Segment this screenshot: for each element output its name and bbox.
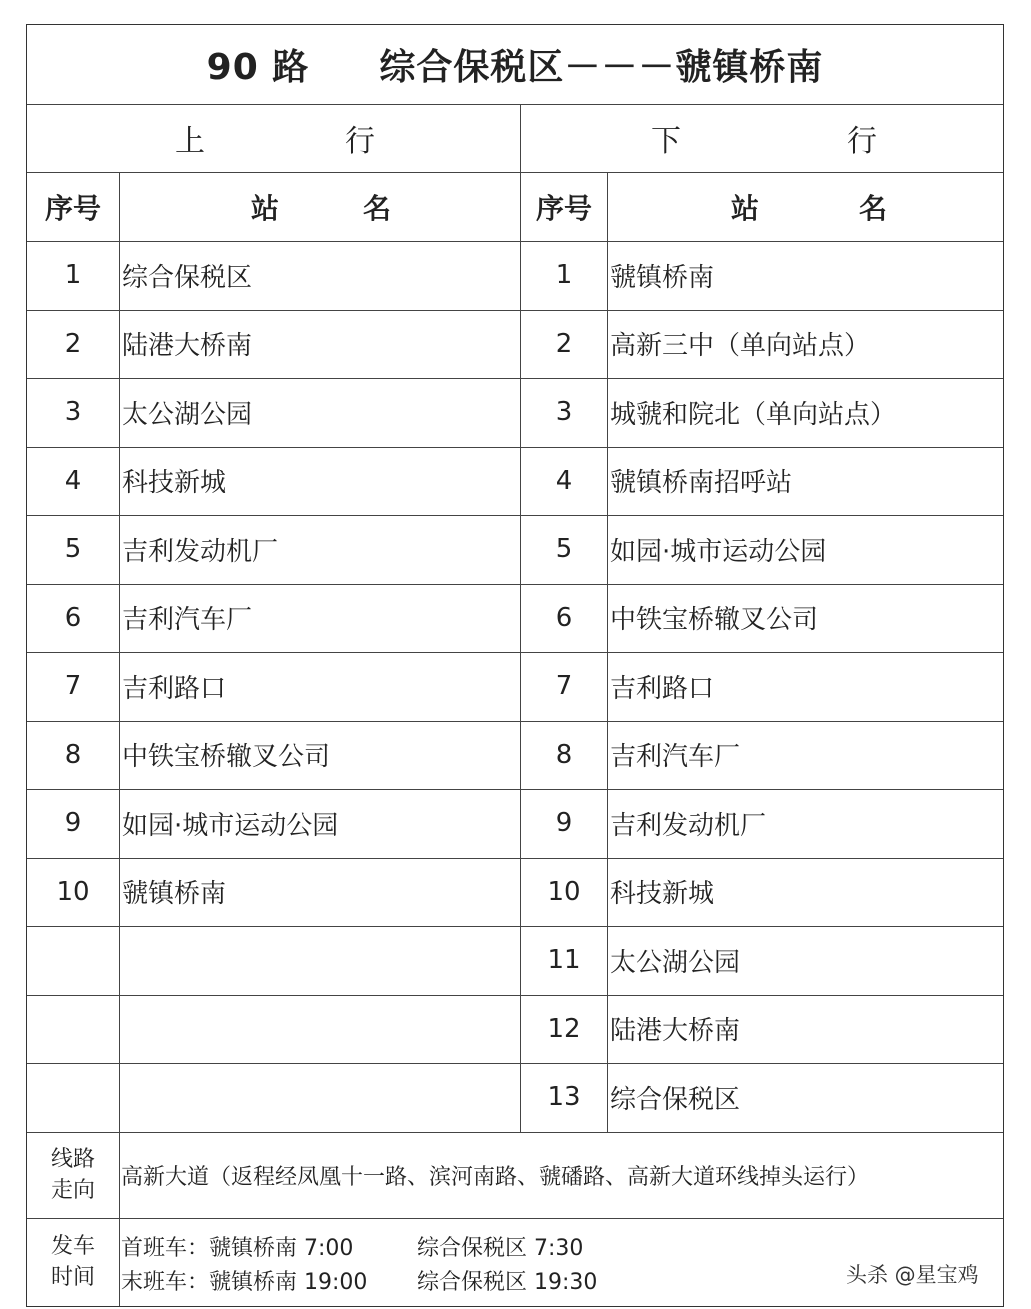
up-stop-name: 太公湖公园: [122, 399, 253, 430]
up-stop-name: 陆港大桥南: [122, 331, 253, 362]
row-rule: [27, 858, 1003, 859]
watermark: 头杀 @星宝鸡: [846, 1263, 979, 1287]
down-stop-number: 11: [547, 945, 581, 976]
down-stop-number: 12: [547, 1013, 581, 1044]
down-stop-number: 9: [555, 808, 573, 839]
down-stop-number: 2: [555, 328, 573, 359]
first-bus-time-b: 综合保税区 7:30: [417, 1236, 584, 1261]
down-stop-number: 6: [555, 602, 573, 633]
last-bus-time-b: 综合保税区 19:30: [417, 1270, 598, 1295]
down-num-header: 序号: [535, 191, 592, 225]
last-bus-time-a: 虢镇桥南 19:00: [209, 1270, 368, 1295]
down-stop-number: 3: [555, 397, 573, 428]
up-stop-name: 中铁宝桥辙叉公司: [122, 742, 331, 773]
up-stop-name: 吉利发动机厂: [122, 536, 279, 567]
rule: [27, 104, 1003, 105]
rule: [27, 1132, 1003, 1133]
down-stop-name: 城虢和院北（单向站点）: [610, 399, 897, 430]
row-rule: [27, 378, 1003, 379]
first-bus-time-a: 虢镇桥南 7:00: [209, 1236, 354, 1261]
direction-down-char1: 下: [651, 124, 681, 159]
down-stop-number: 5: [555, 534, 573, 565]
direction-up-char1: 上: [175, 124, 205, 159]
down-stop-name: 吉利汽车厂: [610, 742, 741, 773]
row-rule: [27, 995, 1003, 996]
row-rule: [27, 926, 1003, 927]
down-stop-number: 13: [547, 1082, 581, 1113]
up-stop-number: 3: [64, 397, 82, 428]
row-rule: [27, 789, 1003, 790]
column-divider: [119, 172, 120, 1306]
up-stop-name: 综合保税区: [122, 262, 253, 293]
departure-time-label: [27, 1218, 119, 1306]
up-stop-name: 虢镇桥南: [122, 879, 227, 910]
down-stop-name: 综合保税区: [610, 1084, 741, 1115]
down-stop-name: 如园·城市运动公园: [610, 536, 827, 567]
row-rule: [27, 310, 1003, 311]
row-rule: [27, 1063, 1003, 1064]
down-stop-name: 中铁宝桥辙叉公司: [610, 605, 819, 636]
direction-down-char2: 行: [847, 124, 877, 159]
up-stop-number: 4: [64, 465, 82, 496]
row-rule: [27, 652, 1003, 653]
up-stop-number: 2: [64, 328, 82, 359]
direction-up-header: [175, 104, 375, 172]
down-stop-number: 10: [547, 876, 581, 907]
route-label-line1: 线路: [50, 1147, 95, 1172]
last-bus-row: [121, 1265, 367, 1296]
rule: [27, 172, 1003, 173]
up-stop-number: 8: [64, 739, 82, 770]
up-stop-name: 吉利汽车厂: [122, 605, 253, 636]
up-stop-name: 科技新城: [122, 468, 227, 499]
up-num-header: 序号: [44, 191, 101, 225]
first-bus-label: 首班车：: [121, 1236, 210, 1261]
down-stop-name: 虢镇桥南: [610, 262, 715, 293]
up-name-header: [251, 172, 391, 241]
header-char1: 站: [731, 191, 760, 225]
time-label-line2: 时间: [50, 1265, 95, 1290]
route-terminals: 综合保税区－－－虢镇桥南: [379, 47, 824, 88]
down-stop-name: 太公湖公园: [610, 947, 741, 978]
down-stop-name: 吉利路口: [610, 673, 715, 704]
down-stop-number: 4: [555, 465, 573, 496]
last-bus-label: 末班车：: [121, 1270, 210, 1295]
up-stop-name: 吉利路口: [122, 673, 227, 704]
down-name-header: [731, 172, 887, 241]
route-label-line2: 走向: [50, 1178, 95, 1203]
header-char2: 名: [362, 191, 391, 225]
up-stop-number: 9: [64, 808, 82, 839]
down-stop-name: 吉利发动机厂: [610, 810, 767, 841]
direction-down-header: [651, 104, 877, 172]
down-stop-name: 高新三中（单向站点）: [610, 331, 871, 362]
rule: [27, 241, 1003, 242]
first-bus-row: [121, 1231, 353, 1262]
header-char1: 站: [251, 191, 280, 225]
down-stop-number: 8: [555, 739, 573, 770]
route-number: 90 路: [206, 47, 310, 88]
up-stop-name: 如园·城市运动公园: [122, 810, 339, 841]
up-stop-number: 10: [56, 876, 90, 907]
down-stop-name: 陆港大桥南: [610, 1016, 741, 1047]
up-stop-number: 6: [64, 602, 82, 633]
time-label-line1: 发车: [50, 1234, 95, 1259]
up-stop-number: 5: [64, 534, 82, 565]
column-divider: [607, 172, 608, 1132]
rule: [27, 1218, 1003, 1219]
row-rule: [27, 721, 1003, 722]
down-stop-name: 虢镇桥南招呼站: [610, 468, 793, 499]
up-stop-number: 1: [64, 260, 82, 291]
header-char2: 名: [858, 191, 887, 225]
direction-up-char2: 行: [345, 124, 375, 159]
row-rule: [27, 584, 1003, 585]
down-stop-number: 7: [555, 671, 573, 702]
row-rule: [27, 515, 1003, 516]
bus-route-table: [26, 24, 1004, 1307]
down-stop-number: 1: [555, 260, 573, 291]
up-stop-number: 7: [64, 671, 82, 702]
column-divider: [520, 104, 521, 1132]
route-description: 高新大道（返程经凤凰十一路、滨河南路、虢磻路、高新大道环线掉头运行）: [121, 1164, 870, 1190]
down-stop-name: 科技新城: [610, 879, 715, 910]
row-rule: [27, 447, 1003, 448]
route-direction-label: [27, 1132, 119, 1218]
page-title: [27, 25, 1003, 104]
